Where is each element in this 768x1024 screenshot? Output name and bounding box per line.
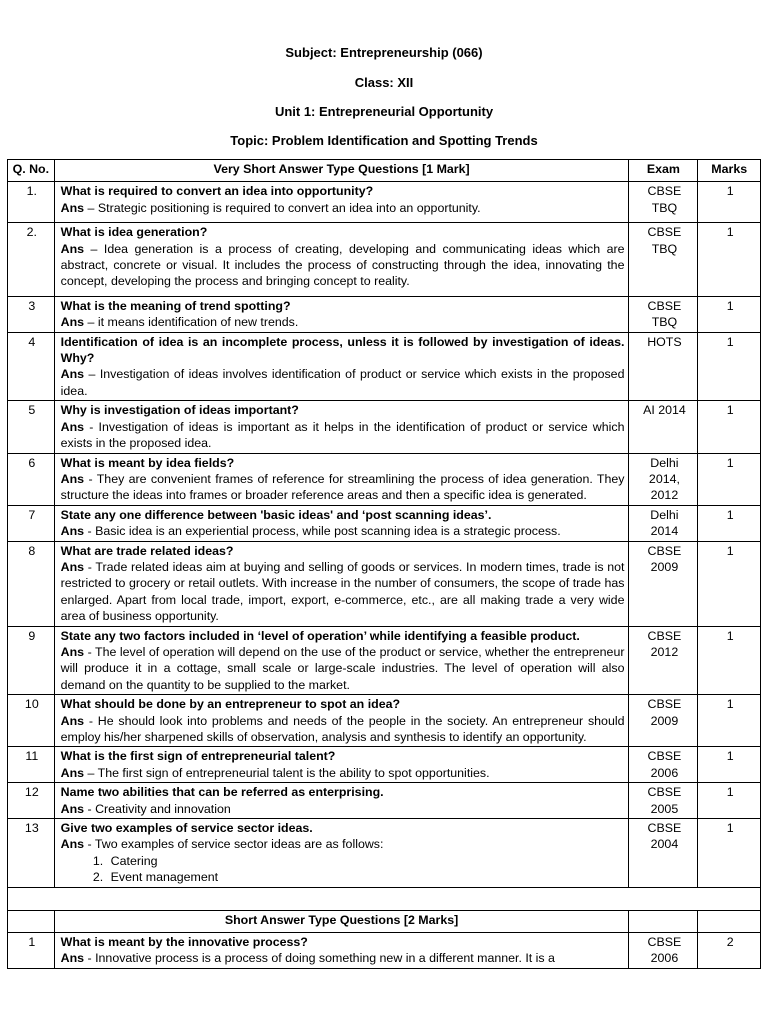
marks-value: 1 — [698, 695, 761, 747]
answer-label: Ans — [60, 801, 85, 816]
answer-text — [61, 644, 625, 693]
marks-value: 1 — [698, 453, 761, 505]
answer-body: Trade related ideas aim at buying and selling of goods or services. In modern times, trade is not restricted to grocery or retail outlets. With increase in the number of consumers, the scope of trade has enlarged. Apart from local trade, import, export, e-commerce, etc., are all making trade a very wide area of business opportunity. — [60, 559, 625, 624]
answer-separator: - — [84, 951, 96, 966]
table-row — [8, 747, 761, 783]
exam-source: AI 2014 — [629, 401, 698, 453]
table-row — [8, 296, 761, 332]
answer-separator: - — [84, 837, 95, 852]
question-cell — [54, 332, 629, 401]
topic-heading: Topic: Problem Identification and Spotting Trends — [230, 133, 538, 148]
empty-header-cell — [698, 910, 761, 932]
question-cell — [54, 626, 629, 695]
class-heading: Class: XII — [354, 75, 414, 90]
answer-label: Ans — [60, 559, 85, 574]
question-text: State any one difference between 'basic ideas' and ‘post scanning ideas’. — [60, 507, 492, 522]
table-row — [8, 541, 761, 626]
answer-label: Ans — [60, 644, 85, 659]
question-cell — [54, 541, 629, 626]
answer-list — [61, 853, 625, 886]
table-row — [8, 505, 761, 541]
question-number: 8 — [8, 541, 55, 626]
marks-value: 1 — [698, 747, 761, 783]
answer-body: They are convenient frames of reference for streamlining the process of idea generation. They structure the ideas into frames or broader reference areas and then a specific idea is generated. — [60, 471, 625, 503]
marks-value: 1 — [698, 223, 761, 297]
question-cell — [54, 453, 629, 505]
answer-separator: - — [84, 713, 98, 728]
question-text: What is the first sign of entrepreneurial talent? — [60, 749, 336, 764]
answer-body: Creativity and innovation — [95, 801, 231, 816]
answer-text — [61, 241, 625, 290]
question-cell — [54, 819, 629, 888]
table-row — [8, 933, 761, 969]
marks-value: 1 — [698, 505, 761, 541]
question-number: 6 — [8, 453, 55, 505]
question-number: 1 — [8, 933, 55, 969]
question-number: 13 — [8, 819, 55, 888]
question-text: Give two examples of service sector ideas. — [60, 821, 313, 836]
question-number: 9 — [8, 626, 55, 695]
answer-text — [61, 765, 625, 781]
exam-source: CBSE TBQ — [629, 182, 698, 223]
answer-text — [61, 200, 625, 216]
empty-header-cell — [629, 910, 698, 932]
answer-body: He should look into problems and needs of the people in the society. An entrepreneur should employ his/her sharpened skills of observation, analysis and synthesis to identify an opportunity. — [60, 713, 625, 744]
answer-text — [61, 471, 625, 504]
exam-source: CBSE 2012 — [629, 626, 698, 695]
question-text: What is meant by idea fields? — [60, 455, 235, 470]
answer-separator: - — [84, 419, 99, 434]
answer-body: The level of operation will depend on the use of the product or service, whether the entrepreneur will produce it in a cottage, small scale or large-scale industries. The level of operation will also demand on the quantity to be supplied to the market. — [60, 644, 625, 692]
answer-separator: - — [84, 644, 96, 659]
exam-source: CBSE 2009 — [629, 695, 698, 747]
answer-separator: - — [84, 801, 96, 816]
answer-separator: – — [84, 315, 98, 330]
section2-header-row — [8, 910, 761, 932]
answer-text — [61, 419, 625, 452]
col-header-no: Q. No. — [8, 160, 55, 182]
answer-label: Ans — [60, 765, 85, 780]
answer-separator: - — [84, 471, 97, 486]
table-row — [8, 223, 761, 297]
question-text: What should be done by an entrepreneur to spot an idea? — [60, 697, 401, 712]
unit-heading: Unit 1: Entrepreneurial Opportunity — [274, 104, 494, 119]
question-cell — [54, 296, 629, 332]
exam-source: CBSE 2006 — [629, 933, 698, 969]
spacer-cell — [8, 887, 761, 910]
question-text: What is required to convert an idea into opportunity? — [60, 184, 374, 199]
marks-value: 1 — [698, 783, 761, 819]
exam-source: CBSE TBQ — [629, 223, 698, 297]
exam-source: CBSE 2006 — [629, 747, 698, 783]
question-text: Why is investigation of ideas important? — [60, 403, 299, 418]
marks-value: 1 — [698, 819, 761, 888]
marks-value: 1 — [698, 401, 761, 453]
answer-body: Investigation of ideas is important as it helps in the identification of product or service which exists in the proposed idea. — [60, 419, 625, 451]
question-number: 2. — [8, 223, 55, 297]
exam-source: CBSE 2004 — [629, 819, 698, 888]
answer-separator: - — [84, 559, 96, 574]
table-row — [8, 332, 761, 401]
list-item: 2. Event management — [107, 869, 625, 885]
section2-title: Short Answer Type Questions [2 Marks] — [54, 910, 629, 932]
question-number: 12 — [8, 783, 55, 819]
answer-text — [61, 836, 625, 852]
answer-label: Ans — [60, 200, 85, 215]
table-row — [8, 453, 761, 505]
question-text: Name two abilities that can be referred as enterprising. — [60, 785, 384, 800]
answer-body: Investigation of ideas involves identification of product or service which exists in the proposed idea. — [60, 367, 625, 398]
question-cell — [54, 783, 629, 819]
marks-value: 2 — [698, 933, 761, 969]
answer-label: Ans — [60, 837, 85, 852]
list-item: 1. Catering — [107, 853, 625, 869]
exam-source: CBSE 2005 — [629, 783, 698, 819]
answer-text — [61, 314, 625, 330]
table-header-row — [8, 160, 761, 182]
table-row — [8, 182, 761, 223]
answer-body: Innovative process is a process of doing something new in a different manner. It is a — [95, 951, 555, 966]
exam-source: CBSE 2009 — [629, 541, 698, 626]
col-header-marks: Marks — [698, 160, 761, 182]
col-header-exam: Exam — [629, 160, 698, 182]
answer-separator: – — [84, 367, 100, 382]
table-row — [8, 401, 761, 453]
marks-value: 1 — [698, 332, 761, 401]
question-cell — [54, 223, 629, 297]
answer-text — [61, 801, 625, 817]
marks-value: 1 — [698, 296, 761, 332]
question-text: What is meant by the innovative process? — [60, 935, 308, 950]
answer-separator: - — [84, 524, 96, 539]
section1-title: Very Short Answer Type Questions [1 Mark] — [54, 160, 629, 182]
answer-body: Two examples of service sector ideas are as follows: — [94, 837, 384, 852]
answer-body: The first sign of entrepreneurial talent is the ability to spot opportunities. — [97, 765, 490, 780]
question-cell — [54, 747, 629, 783]
question-text: What is idea generation? — [60, 225, 208, 240]
question-number: 1. — [8, 182, 55, 223]
table-row — [8, 626, 761, 695]
table-row — [8, 819, 761, 888]
answer-label: Ans — [60, 315, 85, 330]
question-text: What is the meaning of trend spotting? — [60, 298, 291, 313]
question-number: 11 — [8, 747, 55, 783]
answer-body: Basic idea is an experiential process, while post scanning idea is a strategic process. — [95, 524, 561, 539]
question-cell — [54, 933, 629, 969]
answer-body: it means identification of new trends. — [97, 315, 299, 330]
question-number: 3 — [8, 296, 55, 332]
answer-label: Ans — [60, 524, 85, 539]
questions-table — [7, 159, 761, 969]
answer-text — [61, 559, 625, 625]
answer-label: Ans — [60, 713, 85, 728]
question-text: Identification of idea is an incomplete process, unless it is followed by investigation of ideas. Why? — [60, 334, 625, 366]
answer-body: Idea generation is a process of creating, developing and communicating ideas which are abstract, concrete or visual. It includes the process of constructing through the idea, innovating the concept, developing the process and bringing concept to reality. — [60, 241, 625, 289]
question-cell — [54, 505, 629, 541]
exam-source: CBSE TBQ — [629, 296, 698, 332]
answer-body: Strategic positioning is required to convert an idea into an opportunity. — [97, 200, 481, 215]
answer-text — [61, 713, 625, 746]
question-number: 10 — [8, 695, 55, 747]
answer-text — [61, 950, 625, 966]
question-number: 5 — [8, 401, 55, 453]
answer-label: Ans — [60, 471, 85, 486]
exam-source: Delhi 2014, 2012 — [629, 453, 698, 505]
answer-separator: – — [84, 241, 104, 256]
answer-label: Ans — [60, 951, 85, 966]
answer-text — [61, 366, 625, 399]
answer-separator: – — [84, 765, 98, 780]
question-number: 4 — [8, 332, 55, 401]
marks-value: 1 — [698, 541, 761, 626]
table-row — [8, 695, 761, 747]
question-cell — [54, 401, 629, 453]
question-text: What are trade related ideas? — [60, 543, 234, 558]
answer-separator: – — [84, 200, 98, 215]
answer-label: Ans — [60, 419, 85, 434]
question-cell — [54, 182, 629, 223]
question-cell — [54, 695, 629, 747]
exam-source: Delhi 2014 — [629, 505, 698, 541]
empty-header-cell — [8, 910, 55, 932]
subject-heading: Subject: Entrepreneurship (066) — [285, 45, 483, 60]
question-number: 7 — [8, 505, 55, 541]
spacer-row — [8, 887, 761, 910]
answer-label: Ans — [60, 367, 85, 382]
answer-label: Ans — [60, 241, 85, 256]
table-row — [8, 783, 761, 819]
exam-source: HOTS — [629, 332, 698, 401]
question-text: State any two factors included in ‘level of operation’ while identifying a feasible product. — [60, 628, 580, 643]
answer-text — [61, 523, 625, 539]
marks-value: 1 — [698, 626, 761, 695]
marks-value: 1 — [698, 182, 761, 223]
